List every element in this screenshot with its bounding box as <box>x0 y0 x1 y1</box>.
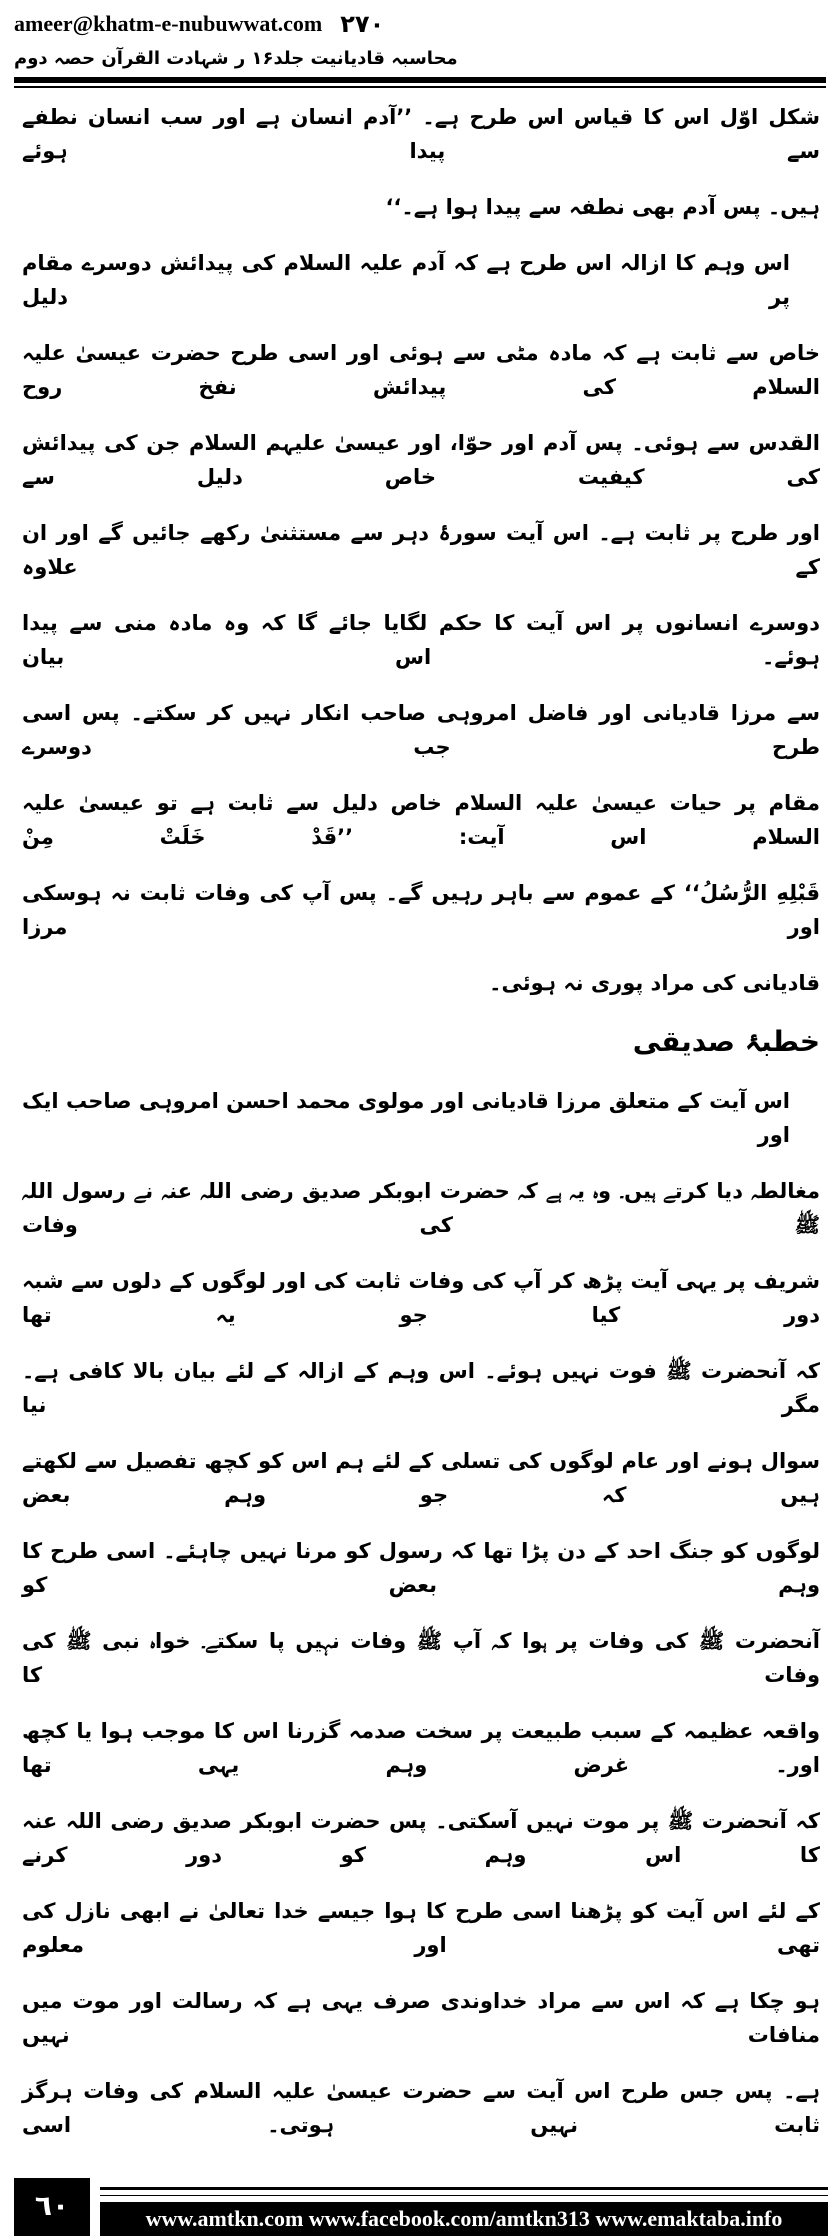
header-rules <box>14 77 826 88</box>
header-left-group <box>14 10 384 38</box>
text-line: سوال ہونے اور عام لوگوں کی تسلی کے لئے ہم اس کو کچھ تفصیل سے لکھتے ہیں کہ جو وہم بعض <box>22 1449 820 1507</box>
footer-right-group <box>100 2187 828 2236</box>
text-line: ہو چکا ہے کہ اس سے مراد خداوندی صرف یہی ہے کہ رسالت اور موت میں منافات نہیں <box>22 1989 820 2047</box>
text-line: مغالطہ دیا کرتے ہیں۔ وہ یہ ہے کہ حضرت ابوبکر صدیق رضی اللہ عنہ نے رسول اللہ ﷺ کی وفات <box>22 1179 820 1237</box>
text-line: دوسرے انسانوں پر اس آیت کا حکم لگایا جائے گا کہ وہ مادہ منی سے پیدا ہوئے۔ اس بیان <box>22 611 820 669</box>
header-book-title: محاسبہ قادیانیت جلد۱۶ ر شہادت القرآن حصہ دوم <box>14 48 458 69</box>
text-line: ہیں۔ پس آدم بھی نطفہ سے پیدا ہوا ہے۔‘‘ <box>385 195 820 219</box>
running-header <box>0 0 840 69</box>
header-page-number: ۲۷۰ <box>340 10 385 38</box>
text-line: قادیانی کی مراد پوری نہ ہوئی۔ <box>489 971 820 995</box>
text-line: القدس سے ہوئی۔ پس آدم اور حوّا، اور عیسیٰ علیہم السلام جن کی پیدائش کی کیفیت خاص دلیل سے <box>22 431 820 489</box>
header-email: ameer@khatm-e-nubuwwat.com <box>14 11 323 36</box>
text-line: اس وہم کا ازالہ اس طرح ہے کہ آدم علیہ السلام کی پیدائش دوسرے مقام پر دلیل <box>22 251 790 309</box>
text-line: واقعہ عظیمہ کے سبب طبیعت پر سخت صدمہ گزرنا اس کا موجب ہوا یا کچھ اور۔ غرض وہم یہی تھا <box>22 1719 820 1777</box>
footer-links: www.amtkn.com www.facebook.com/amtkn313 www.emaktaba.info <box>100 2202 828 2236</box>
text-line: لوگوں کو جنگ احد کے دن پڑا تھا کہ رسول کو مرنا نہیں چاہئے۔ اسی طرح کا وہم بعض کو <box>22 1539 820 1597</box>
page-body <box>0 88 840 2142</box>
section-heading: خطبۂ صدیقی <box>632 1025 820 1058</box>
text-line: اور طرح پر ثابت ہے۔ اس آیت سورۂ دہر سے مستثنیٰ رکھے جائیں گے اور ان کے علاوہ <box>22 521 820 579</box>
text-line: شکل اوّل اس کا قیاس اس طرح ہے۔ ’’آدم انسان ہے اور سب انسان نطفے سے پیدا ہوئے <box>22 105 820 163</box>
text-line: آنحضرت ﷺ کی وفات پر ہوا کہ آپ ﷺ وفات نہیں پا سکتے۔ خواہ نبی ﷺ کی وفات کا <box>22 1629 820 1687</box>
footer-rule-thick <box>100 2187 828 2190</box>
page-footer <box>0 2164 840 2240</box>
text-line: کہ آنحضرت ﷺ پر موت نہیں آسکتی۔ پس حضرت ابوبکر صدیق رضی اللہ عنہ کا اس وہم کو دور کرنے <box>22 1809 820 1867</box>
text-line: کے لئے اس آیت کو پڑھنا اسی طرح کا ہوا جیسے خدا تعالیٰ نے ابھی نازل کی تھی اور معلوم <box>22 1899 820 1957</box>
footer-page-number: ٦٠ <box>14 2178 90 2236</box>
text-line: کہ آنحضرت ﷺ فوت نہیں ہوئے۔ اس وہم کے ازالہ کے لئے بیان بالا کافی ہے۔ مگر نیا <box>22 1359 820 1417</box>
text-line: اس آیت کے متعلق مرزا قادیانی اور مولوی محمد احسن امروہی صاحب ایک اور <box>22 1089 790 1147</box>
header-rule-thick <box>14 77 826 83</box>
footer-rule-thin <box>100 2195 828 2196</box>
text-line: قَبْلِهِ الرُّسُلُ‘‘ کے عموم سے باہر رہیں گے۔ پس آپ کی وفات ثابت نہ ہوسکی اور مرزا <box>22 881 820 939</box>
text-line: سے مرزا قادیانی اور فاضل امروہی صاحب انکار نہیں کر سکتے۔ پس اسی طرح جب دوسرے <box>22 701 820 759</box>
text-line: مقام پر حیات عیسیٰ علیہ السلام خاص دلیل سے ثابت ہے تو عیسیٰ علیہ السلام اس آیت: ’’قَدْ خَلَتْ مِنْ <box>22 791 820 849</box>
text-line: ہے۔ پس جس طرح اس آیت سے حضرت عیسیٰ علیہ السلام کی وفات ہرگز ثابت نہیں ہوتی۔ اسی <box>22 2079 820 2137</box>
text-line: شریف پر یہی آیت پڑھ کر آپ کی وفات ثابت کی اور لوگوں کے دلوں سے شبہ دور کیا جو یہ تھا <box>22 1269 820 1327</box>
text-line: خاص سے ثابت ہے کہ مادہ مٹی سے ہوئی اور اسی طرح حضرت عیسیٰ علیہ السلام کی پیدائش نفخ روح <box>22 341 820 399</box>
